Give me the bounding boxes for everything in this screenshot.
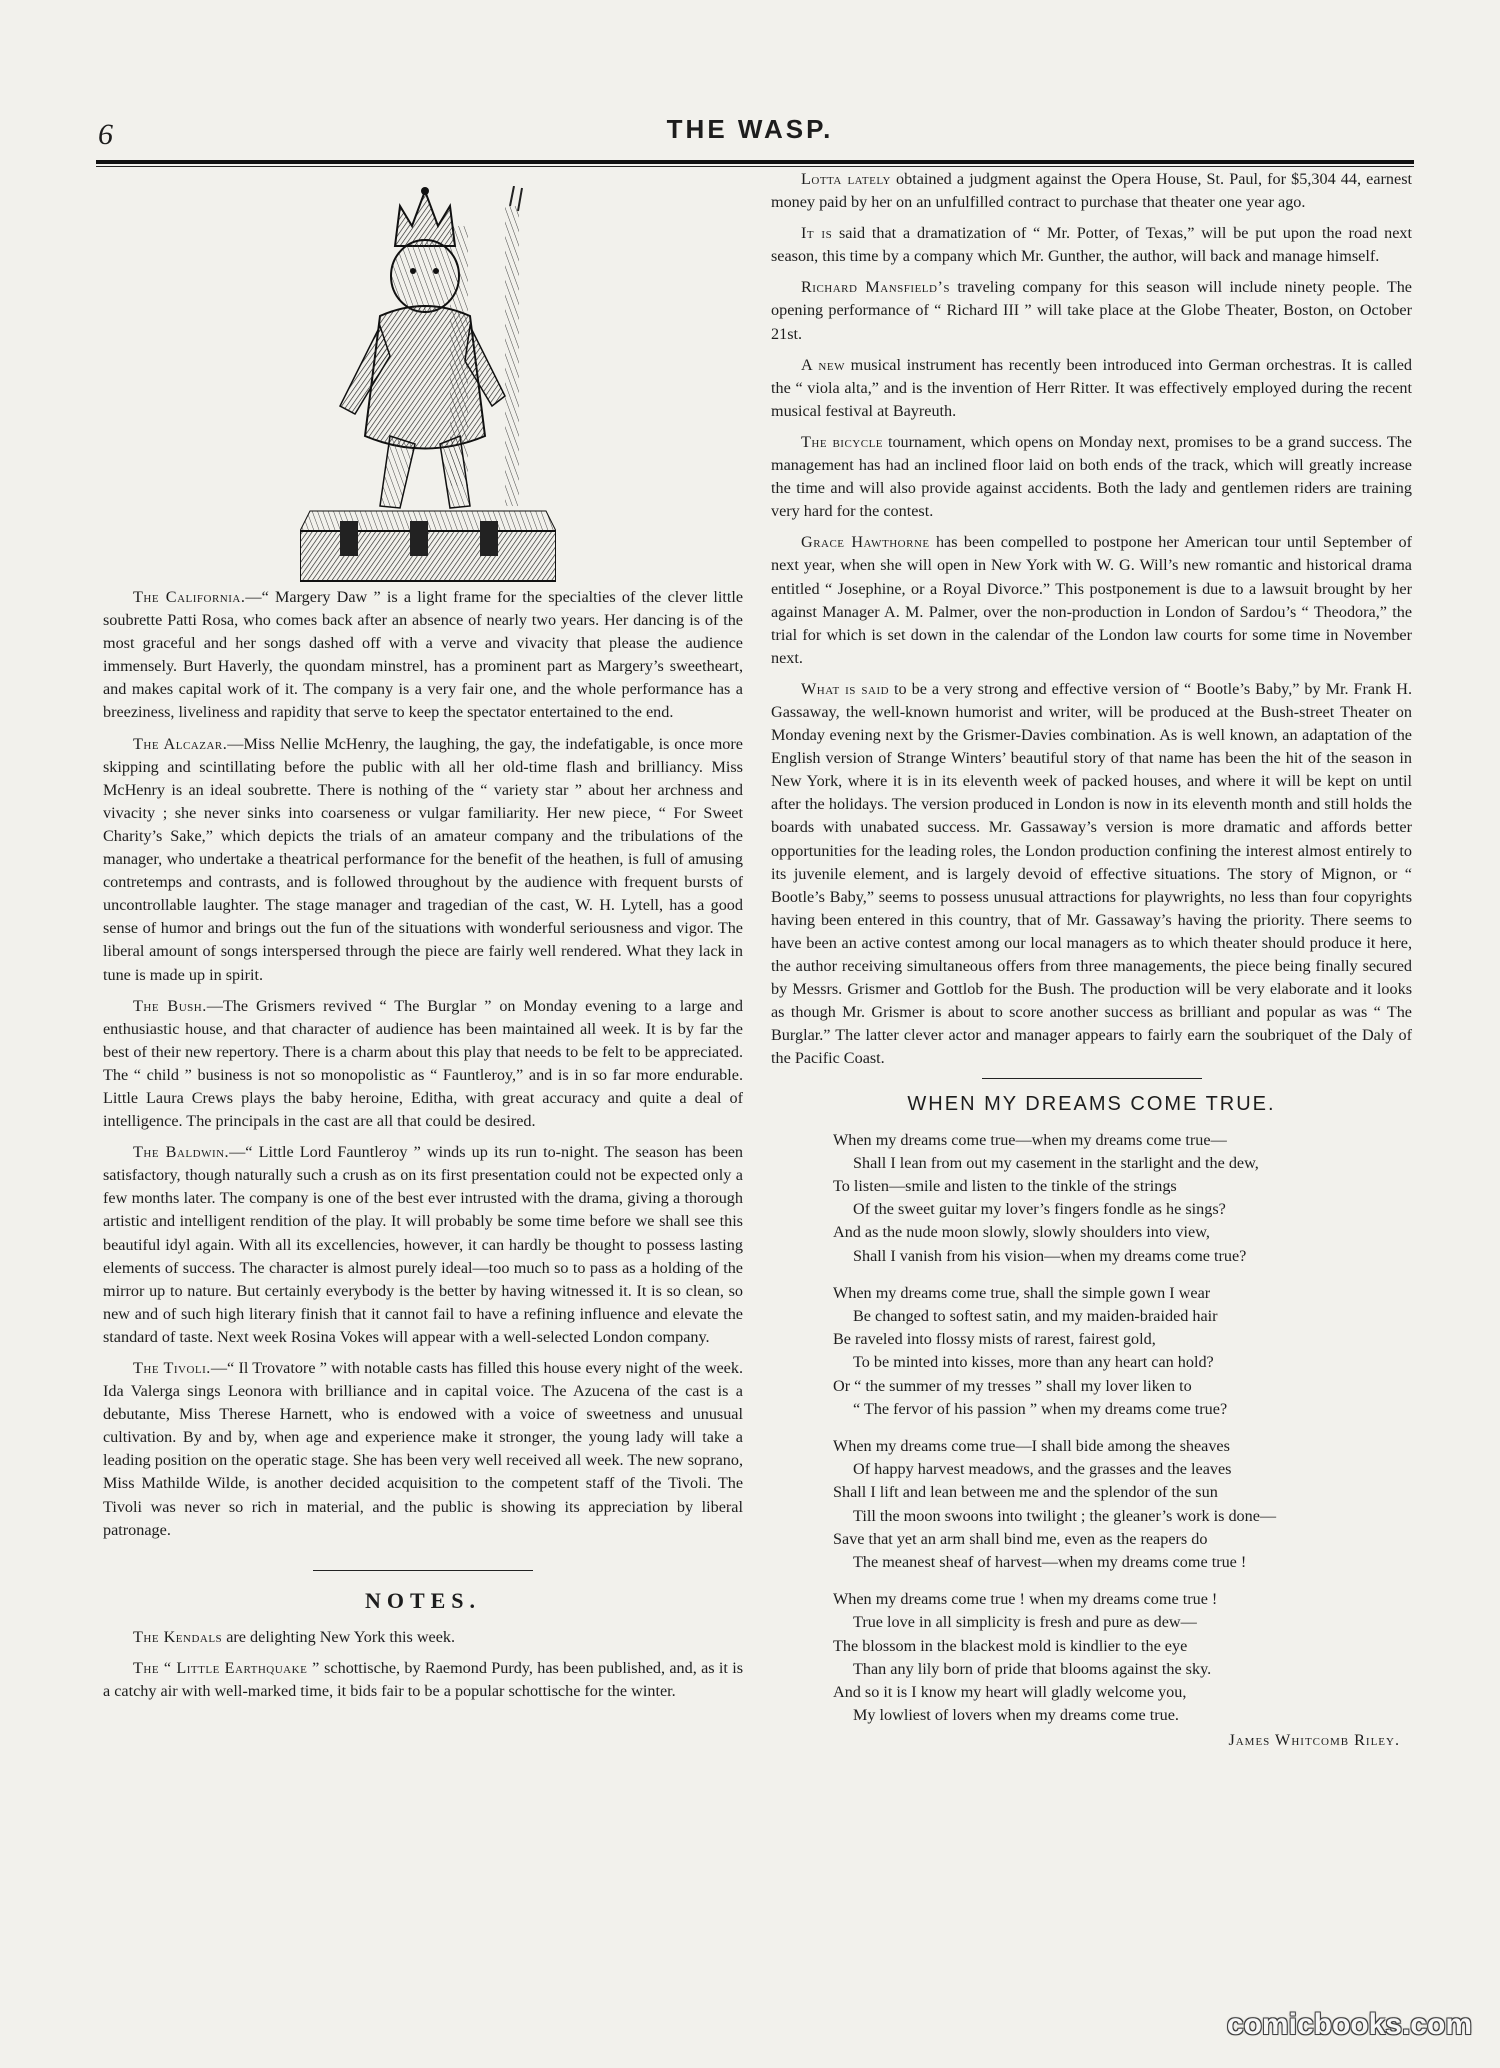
poem-line: When my dreams come true, shall the simple gown I wear — [833, 1283, 1211, 1302]
poem-line: My lowliest of lovers when my dreams come true. — [853, 1706, 1179, 1725]
watermark-logo: comicbooks.com — [1226, 2008, 1472, 2041]
poem-line: The meanest sheaf of harvest—when my dreams come true ! — [853, 1553, 1247, 1572]
poem-divider — [982, 1078, 1202, 1079]
poem-stanza — [771, 1129, 1412, 1268]
left-column — [103, 168, 743, 1711]
note-hawthorne: Grace Hawthorne has been compelled to postpone her American tour until September of next year, when she will open in New York with W. G. Will’s new romantic and historical drama entitled “ Josephine, or a Royal Divorce.” This postponement is due to a lawsuit brought by her against Manager A. M. Palmer, over the non-production in London of Sardou’s “ Theodora,” the trial for which is set down in the calendar of the London law courts for some time in November next. — [771, 533, 1412, 667]
header-rule — [96, 160, 1414, 167]
note-earthquake: The “ Little Earthquake ” schottische, by Raemond Purdy, has been published, and, as it is a catchy air with well-marked time, it bids fair to be a popular schottische for the winter. — [103, 1658, 743, 1701]
poem-author: James Whitcomb Riley. — [1228, 1731, 1400, 1750]
poem-stanza — [771, 1435, 1412, 1574]
notes-heading: NOTES. — [364, 1587, 482, 1613]
review-alcazar: The Alcazar.—Miss Nellie McHenry, the laughing, the gay, the indefatigable, is once more skipping and scintillating before the public with all her old-time flash and brilliancy. Miss McHenry is an ideal soubrette. There is nothing of the “ variety star ” about her archness and vivacity ; she never sinks into coarseness or vulgar familiarity. Her new piece, “ For Sweet Charity’s Sake,” which depicts the trials of an amateur company and the tribulations of the manager, who undertake a theatrical performance for the benefit of the heathen, is full of amusing contretemps and contrasts, and is followed throughout by the audience with frequent bursts of uncontrollable laughter. The stage manager and tragedian of the cast, W. H. Lytell, has a good sense of humor and brings out the fun of the situations with wonderful seriousness and vigor. The liberal amount of songs interspersed through the piece are fairly well rendered. What they lack in tune is made up in spirit. — [103, 734, 743, 984]
poem-line: Of happy harvest meadows, and the grasses and the leaves — [853, 1460, 1232, 1479]
poem-line: When my dreams come true ! when my dreams come true ! — [833, 1590, 1218, 1609]
note-kendals: The Kendals are delighting New York this week. — [133, 1627, 456, 1646]
poem-stanza — [771, 1282, 1412, 1421]
poem-line: To listen—smile and listen to the tinkle of the strings — [833, 1176, 1177, 1195]
note-bootle: What is said to be a very strong and effective version of “ Bootle’s Baby,” by Mr. Frank H. Gassaway, the well-known humorist and writer, will be produced at the Bush-street Theater on Monday evening next by the Grismer-Davies combination. As is well known, an adaptation of the English version of Strange Winters’ beautiful story of that name has been the hit of the season in New York, where it is in its eleventh week of packed houses, and where it will be kept on until after the holidays. The version produced in London is now in its eleventh month and still holds the boards with unabated success. Mr. Gassaway’s version is more dramatic and affords better opportunities for the leading roles, the London production confining the interest almost entirely to its juvenile element, and is largely devoid of effective situations. The story of Mignon, or “ Bootle’s Baby,” seems to possess unusual attractions for playwrights, no less than four copyrights having been entered in this country, that of Mr. Gassaway’s having the priority. There seems to have been an active contest among our local managers as to which theater should produce it here, the author receiving simultaneous offers from three managements, the piece being finally secured by Messrs. Grismer and Gottlob for the Bush. The production will be very elaborate and it looks as though Mr. Grismer is about to score another success as brilliant and popular as was “ The Burglar.” The latter clever actor and manager appears to fairly earn the soubriquet of the Daly of the Pacific Coast. — [771, 679, 1412, 1068]
poem-line: Till the moon swoons into twilight ; the gleaner’s work is done— — [853, 1506, 1277, 1525]
poem-line: True love in all simplicity is fresh and pure as dew— — [853, 1613, 1197, 1632]
page-number: 6 — [98, 118, 113, 151]
poem-line: Save that yet an arm shall bind me, even as the reapers do — [833, 1529, 1208, 1548]
poem-line: Shall I vanish from his vision—when my dreams come true? — [853, 1246, 1247, 1265]
note-viola: A new musical instrument has recently been introduced into German orchestras. It is called the “ viola alta,” and is the invention of Herr Ritter. It was effectively employed during the recent musical festival at Bayreuth. — [771, 355, 1413, 420]
right-column — [771, 168, 1412, 1753]
poem-line: “ The fervor of his passion ” when my dreams come true? — [853, 1399, 1228, 1418]
review-bush: The Bush.—The Grismers revived “ The Burglar ” on Monday evening to a large and enthusiastic house, and that character of audience has been maintained all week. It is by far the best of their new repertory. There is a charm about this play that needs to be felt to be appreciated. The “ child ” business is not so monopolistic as “ Fauntleroy,” and is in so far more endurable. Little Laura Crews plays the baby heroine, Editha, with great accuracy and quite a deal of intelligence. The principals in the cast are all that could be desired. — [103, 996, 743, 1131]
note-potter: It is said that a dramatization of “ Mr. Potter, of Texas,” will be put upon the road next season, this time by a company which Mr. Gunther, the author, will back and manage himself. — [771, 224, 1412, 266]
poem-line: And as the nude moon slowly, slowly shoulders into view, — [833, 1223, 1210, 1242]
poem-line: The blossom in the blackest mold is kindlier to the eye — [833, 1636, 1188, 1655]
notes-divider — [313, 1570, 533, 1571]
poem-line: And so it is I know my heart will gladly welcome you, — [833, 1683, 1187, 1702]
poem-line: Shall I lift and lean between me and the splendor of the sun — [833, 1483, 1218, 1502]
poem-line: Be changed to softest satin, and my maiden-braided hair — [853, 1306, 1218, 1325]
poem-line: To be minted into kisses, more than any heart can hold? — [853, 1353, 1214, 1372]
poem-line: Shall I lean from out my casement in the starlight and the dew, — [853, 1153, 1259, 1172]
poem-line: Of the sweet guitar my lover’s fingers fondle as he sings? — [853, 1200, 1226, 1219]
note-lotta: Lotta lately obtained a judgment against the Opera House, St. Paul, for $5,304 44, earnest money paid by her on an unfulfilled contract to purchase that theater one year ago. — [771, 170, 1412, 212]
poem-title: WHEN MY DREAMS COME TRUE. — [907, 1093, 1276, 1116]
poem-line: Than any lily born of pride that blooms against the sky. — [853, 1659, 1212, 1678]
poem-line: Be raveled into flossy mists of rarest, fairest gold, — [833, 1330, 1156, 1349]
poem-line: When my dreams come true—I shall bide among the sheaves — [833, 1437, 1230, 1455]
poem-stanza — [771, 1588, 1412, 1727]
note-bicycle: The bicycle tournament, which opens on Monday next, promises to be a grand success. The management has had an inclined floor laid on both ends of the track, which will greatly increase the time and will also provide against accidents. Both the lady and gentlemen riders are training very hard for the contest. — [771, 432, 1412, 521]
note-mansfield: Richard Mansfield’s traveling company for this season will include ninety people. The opening performance of “ Richard III ” will take place at the Globe Theater, Boston, on October 21st. — [771, 278, 1412, 343]
masthead-title: THE WASP. — [666, 114, 834, 144]
review-tivoli: The Tivoli.—“ Il Trovatore ” with notable casts has filled this house every night of the week. Ida Valerga sings Leonora with brilliance and in capital voice. The Azucena of the cast is a debutante, Miss Therese Harnett, who is endowed with a voice of sweetness and unusual cultivation. By and by, when age and experience make it stronger, the young lady will take a leading position on the operatic stage. She has been very well received all week. The new soprano, Miss Mathilde Wilde, is another decided acquisition to the competent staff of the Tivoli. The Tivoli was never so rich in material, and the public is showing its appreciation by liberal patronage. — [103, 1359, 743, 1539]
review-baldwin: The Baldwin.—“ Little Lord Fauntleroy ” winds up its run to-night. The season has been satisfactory, though naturally such a crush as on its first presentation could not be expected only a few months later. The company is one of the best ever intrusted with the drama, giving a thorough artistic and intelligent rendition of the play. It will probably be some time before we shall see this beautiful idyl again. With all its excellencies, however, it can hardly be thought to possess lasting elements of success. The character is almost purely ideal—too much so to pass as a holding of the mirror up to nature. But certainly everybody is the better by having witnessed it. It is so clean, so new and of such high literary finish that it cannot fail to have a refining influence and elevate the standard of taste. Next week Rosina Vokes will appear with a well-selected London company. — [103, 1143, 743, 1346]
engraving-illustration — [300, 186, 556, 586]
poem-body — [771, 1129, 1412, 1728]
poem-line: Or “ the summer of my tresses ” shall my lover liken to — [833, 1376, 1192, 1395]
review-california: The California.—“ Margery Daw ” is a light frame for the specialties of the clever little soubrette Patti Rosa, who comes back after an absence of nearly two years. Her dancing is of the most graceful and her songs dashed off with a verve and vivacity that please the audience immensely. Burt Haverly, the quondam minstrel, has a prominent part as Margery’s sweetheart, and makes capital work of it. The company is a very fair one, and the whole performance has a breeziness, liveliness and rapidity that serve to keep the spectator entertained to the end. — [103, 588, 744, 722]
poem-line: When my dreams come true—when my dreams come true— — [833, 1130, 1227, 1149]
